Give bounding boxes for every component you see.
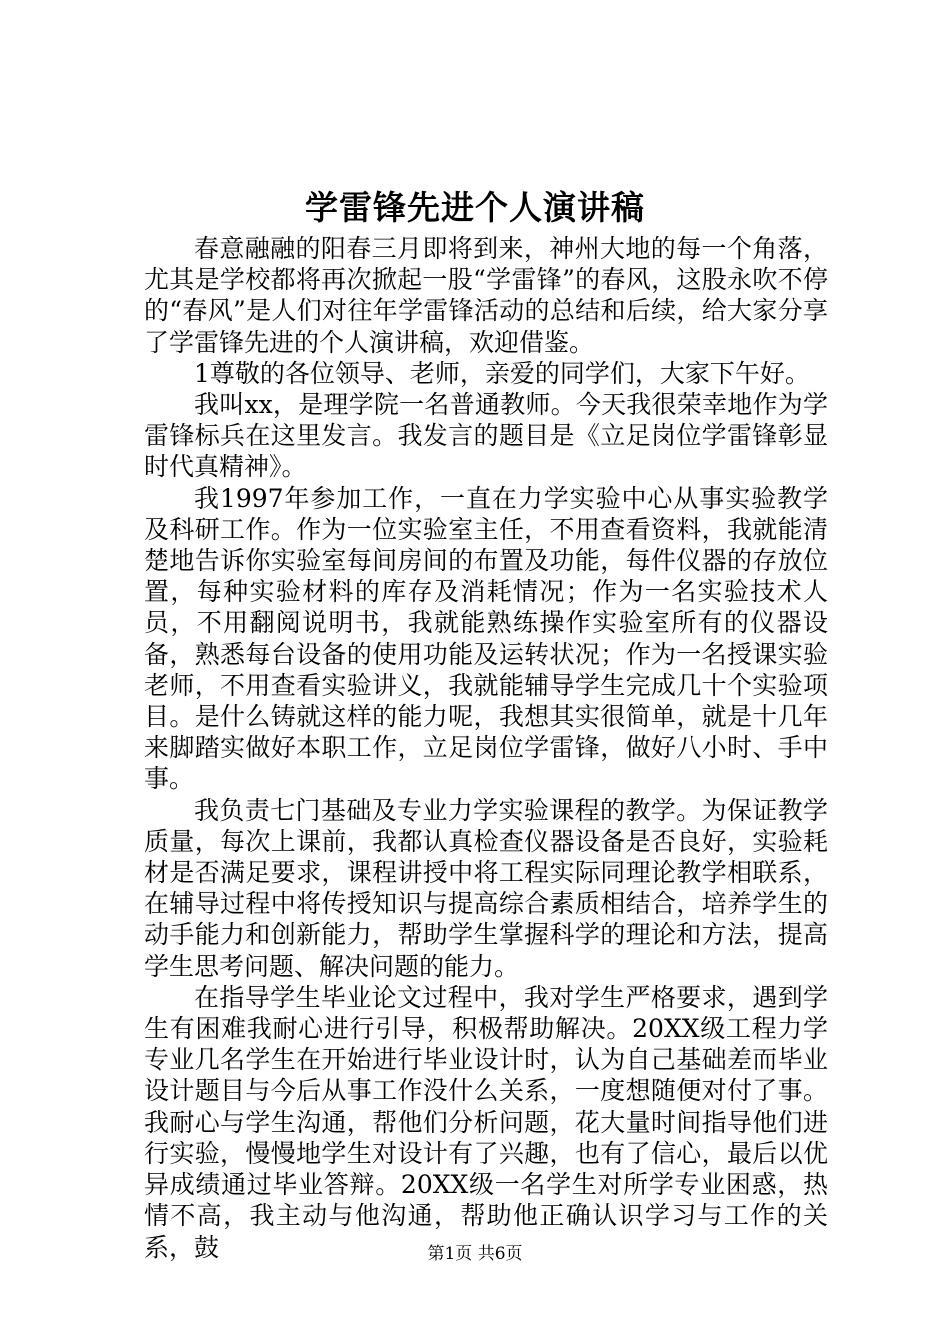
paragraph-greeting: 1尊敬的各位领导、老师，亲爱的同学们，大家下午好。: [194, 358, 810, 388]
page-number-footer: 第1页 共6页: [427, 1244, 523, 1264]
paragraph-teaching: 我负责七门基础及专业力学实验课程的教学。为保证教学质量，每次上课前，我都认真检查仪器设备是否良好，实验耗材是否满足要求，课程讲授中将工程实际同理论教学相联系，在辅导过程中将传授知识与提高综合素质相结合，培养学生的动手能力和创新能力，帮助学生掌握科学的理论和方法，提高学生思考问题、解决问题的能力。: [144, 795, 828, 981]
paragraph-graduation-guidance: 在指导学生毕业论文过程中，我对学生严格要求，遇到学生有困难我耐心进行引导，积极帮助解决。20XX级工程力学专业几名学生在开始进行毕业设计时，认为自己基础差而毕业设计题目与今后从事工作没什么关系，一度想随便对付了事。我耐心与学生沟通，帮他们分析问题，花大量时间指导他们进行实验，慢慢地学生对设计有了兴趣，也有了信心，最后以优异成绩通过毕业答辩。20XX级一名学生对所学专业困惑，热情不高，我主动与他沟通，帮助他正确认识学习与工作的关系，鼓: [144, 982, 828, 1262]
document-title: 学雷锋先进个人演讲稿: [305, 188, 645, 227]
paragraph-intro: 春意融融的阳春三月即将到来，神州大地的每一个角落，尤其是学校都将再次掀起一股“学雷锋”的春风，这股永吹不停的“春风”是人们对往年学雷锋活动的总结和后续，给大家分享了学雷锋先进的个人演讲稿，欢迎借鉴。: [144, 234, 828, 357]
document-body: [144, 233, 828, 1263]
paragraph-work-experience: 我1997年参加工作，一直在力学实验中心从事实验教学及科研工作。作为一位实验室主任，不用查看资料，我就能清楚地告诉你实验室每间房间的布置及功能，每件仪器的存放位置，每种实验材料的库存及消耗情况；作为一名实验技术人员，不用翻阅说明书，我就能熟练操作实验室所有的仪器设备，熟悉每台设备的使用功能及运转状况；作为一名授课实验老师，不用查看实验讲义，我就能辅导学生完成几十个实验项目。是什么铸就这样的能力呢，我想其实很简单，就是十几年来脚踏实做好本职工作，立足岗位学雷锋，做好八小时、手中事。: [144, 483, 828, 794]
paragraph-self-introduction: 我叫xx，是理学院一名普通教师。今天我很荣幸地作为学雷锋标兵在这里发言。我发言的题目是《立足岗位学雷锋彰显时代真精神》。: [144, 390, 828, 482]
